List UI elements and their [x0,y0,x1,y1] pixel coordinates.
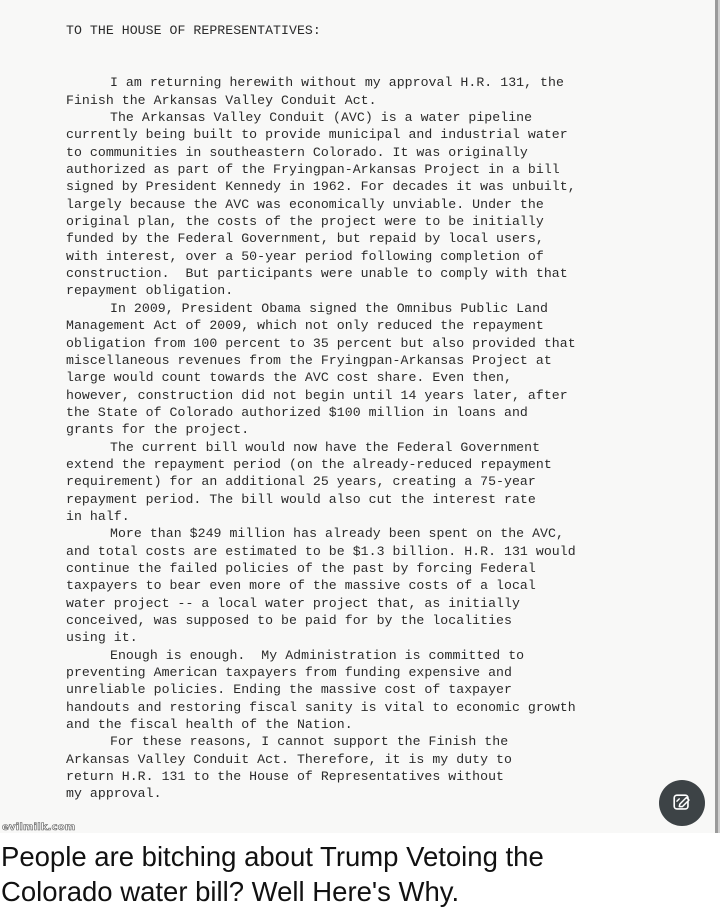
letter-line: largely because the AVC was economically unviable. Under the [66,196,544,212]
letter-line: obligation from 100 percent to 35 percent but also provided that [66,335,576,351]
letter-line: however, construction did not begin until 14 years later, after [66,387,568,403]
letter-body [66,74,646,802]
letter-line: requirement) for an additional 25 years, creating a 75-year [66,474,536,490]
letter-line: authorized as part of the Fryingpan-Arkansas Project in a bill [66,162,560,178]
letter-line: using it. [66,630,138,646]
letter-line: funded by the Federal Government, but repaid by local users, [66,231,544,247]
letter-line: unreliable policies. Ending the massive cost of taxpayer [66,682,512,698]
letter-line: large would count towards the AVC cost share. Even then, [66,370,512,386]
edit-image-icon [671,792,693,814]
veto-letter [66,22,646,803]
letter-line: and total costs are estimated to be $1.3 billion. H.R. 131 would [66,543,576,559]
letter-line: Finish the Arkansas Valley Conduit Act. [66,92,377,108]
letter-line: preventing American taxpayers from funding expensive and [66,665,512,681]
letter-line: handouts and restoring fiscal sanity is vital to economic growth [66,699,576,715]
letter-line: For these reasons, I cannot support the Finish the [110,734,509,750]
letter-line: and the fiscal health of the Nation. [66,717,353,733]
letter-line: Management Act of 2009, which not only reduced the repayment [66,318,544,334]
letter-line: the State of Colorado authorized $100 million in loans and [66,404,528,420]
letter-line: with interest, over a 50-year period following completion of [66,248,544,264]
letter-line: original plan, the costs of the project were to be initially [66,214,544,230]
letter-line: conceived, was supposed to be paid for by the localities [66,613,512,628]
letter-line: The current bill would now have the Federal Government [110,439,541,455]
letter-line: More than $249 million has already been spent on the AVC, [110,526,564,542]
caption-line-1: People are bitching about Trump Vetoing the [1,841,544,872]
letter-line: my approval. [66,786,162,802]
letter-heading: TO THE HOUSE OF REPRESENTATIVES: [66,23,321,38]
letter-line: continue the failed policies of the past by forcing Federal [66,560,536,576]
edit-image-button[interactable] [659,780,705,826]
letter-line: to communities in southeastern Colorado. It was originally [66,144,528,160]
letter-line: Enough is enough. My Administration is committed to [110,647,525,663]
letter-line: extend the repayment period (on the already-reduced repayment [66,456,552,472]
letter-line: repayment obligation. [66,283,234,299]
letter-line: grants for the project. [66,422,250,438]
letter-line: Arkansas Valley Conduit Act. Therefore, it is my duty to [66,751,512,767]
letter-line: I am returning herewith without my approval H.R. 131, the [110,75,564,91]
letter-line: return H.R. 131 to the House of Representatives without [66,769,505,785]
letter-line: taxpayers to bear even more of the massive costs of a local [66,578,536,594]
site-watermark: evilmilk.com [2,822,76,833]
letter-line: In 2009, President Obama signed the Omnibus Public Land [110,300,549,316]
letter-line: miscellaneous revenues from the Fryingpan-Arkansas Project at [66,352,552,368]
letter-line: water project -- a local water project that, as initially [66,595,520,611]
letter-line: The Arkansas Valley Conduit (AVC) is a water pipeline [110,110,533,126]
letter-line: construction. But participants were unable to comply with that [66,266,568,282]
letter-line: in half. [66,508,130,524]
meme-caption [1,839,717,909]
letter-line: repayment period. The bill would also cut the interest rate [66,491,536,507]
letter-line: currently being built to provide municipal and industrial water [66,127,568,143]
letter-line: signed by President Kennedy in 1962. For decades it was unbuilt, [66,179,576,195]
caption-line-2: Colorado water bill? Well Here's Why. [1,876,460,907]
